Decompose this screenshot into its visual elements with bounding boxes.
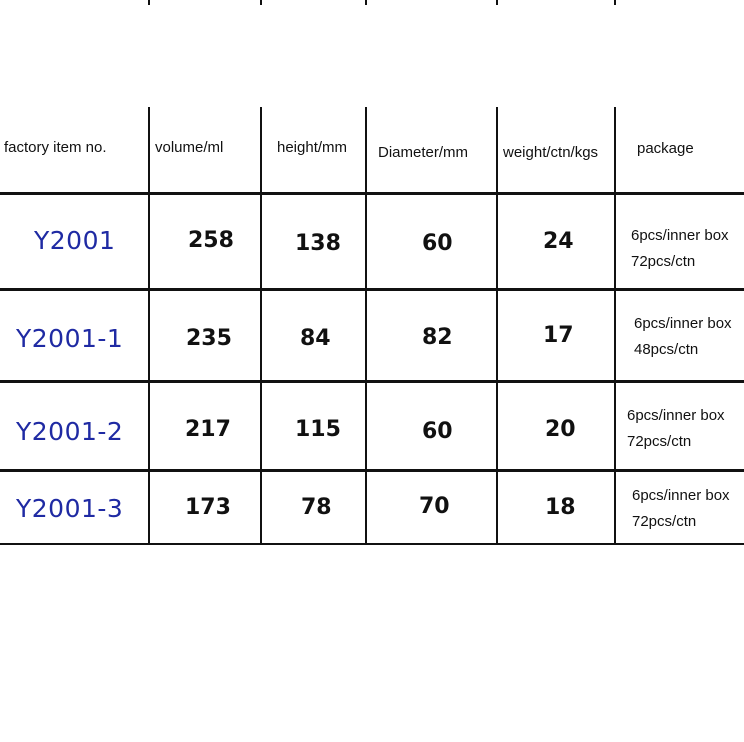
column-divider — [260, 107, 262, 544]
row-divider — [0, 288, 744, 291]
package-info — [632, 483, 730, 535]
height-value: 138 — [295, 230, 341, 256]
item-code: Y2001 — [34, 225, 116, 255]
package-inner-box: 6pcs/inner box — [631, 227, 729, 244]
package-info — [627, 403, 725, 455]
volume-value: 217 — [185, 416, 231, 442]
diameter-value: 60 — [422, 230, 453, 256]
item-code: Y2001-2 — [16, 416, 124, 446]
package-inner-box: 6pcs/inner box — [634, 315, 732, 332]
header-factory-item: factory item no. — [4, 138, 107, 156]
height-value: 78 — [301, 494, 332, 520]
header-package: package — [637, 139, 694, 157]
column-divider — [496, 107, 498, 544]
item-code: Y2001-3 — [16, 493, 124, 523]
volume-value: 235 — [186, 325, 232, 351]
diameter-value: 60 — [422, 418, 453, 444]
package-per-carton: 72pcs/ctn — [632, 513, 697, 530]
weight-value: 20 — [545, 416, 576, 442]
diameter-value: 70 — [419, 493, 450, 519]
item-code: Y2001-1 — [16, 323, 124, 353]
row-divider — [0, 543, 744, 545]
column-divider — [365, 107, 367, 544]
package-per-carton: 72pcs/ctn — [627, 433, 692, 450]
column-divider — [614, 107, 616, 544]
row-divider — [0, 469, 744, 472]
package-inner-box: 6pcs/inner box — [632, 487, 730, 504]
package-per-carton: 48pcs/ctn — [634, 341, 699, 358]
diameter-value: 82 — [422, 324, 453, 350]
package-info — [634, 311, 732, 363]
header-height: height/mm — [277, 138, 348, 156]
height-value: 84 — [300, 325, 331, 351]
height-value: 115 — [295, 416, 341, 442]
header-diameter: Diameter/mm — [378, 143, 469, 161]
volume-value: 258 — [188, 227, 234, 253]
weight-value: 24 — [543, 228, 574, 254]
column-divider — [148, 107, 150, 544]
package-per-carton: 72pcs/ctn — [631, 253, 696, 270]
row-divider — [0, 192, 744, 195]
row-divider — [0, 380, 744, 383]
weight-value: 18 — [545, 494, 576, 520]
header-volume: volume/ml — [155, 138, 224, 156]
header-weight: weight/ctn/kgs — [503, 143, 599, 161]
volume-value: 173 — [185, 494, 231, 520]
weight-value: 17 — [543, 322, 574, 348]
package-inner-box: 6pcs/inner box — [627, 407, 725, 424]
package-info — [631, 223, 729, 275]
